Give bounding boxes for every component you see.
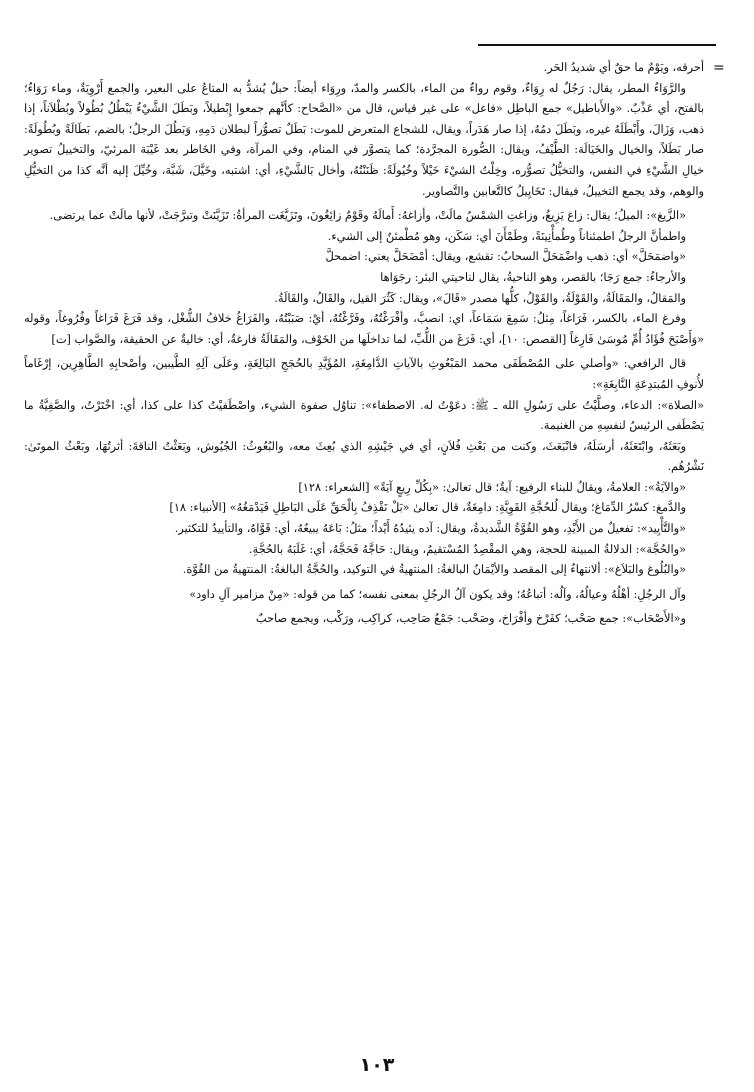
paragraph: «واضمَحَلَّ» أي: ذهب واضْمَحَلَّ السحابُ: تقشع، ويقال: أمْضَحَلَّ يعني: اضمحلَّ [325, 250, 686, 264]
paragraph: «والبُلُوغ والبَلاَغ»: ألانتهاءُ إلى المقصد والأيْمَانُ البالغةُ: المنتهيةُ في التوكيد، والحُجَّةُ البالغةُ: المنتهيةُ من القُوَّة. [182, 563, 686, 577]
paragraph: والأرجاءُ: جمع رَجَا؛ بالقصر، وهو الناحيةُ، يقال لناحيتي البئر: رجَوَاها [380, 270, 686, 284]
paragraph: أحرقه، ويَوْمٌ ما حقٌ أي شديدُ الحَر. [543, 61, 704, 74]
footnote-continuation-marker: = [713, 60, 725, 76]
paragraph: «الصلاة»: الدعاء، وصلَّيْتُ على رَسُولِ الله ـ ﷺ: دعَوْتُ له. الاصطفاء»: تناوُل صفوة الشيء، واصْطَفيْتُ كذا على كذا، أي: اخْتَرْتُ، والصَّفِيَّةُ ما يَصْطَفى الرئيسُ لنفسِهِ من الغنيمة. [24, 398, 704, 433]
paragraph: قال الرافعي: «وأصلي على المُصْطَفَى محمد المَبْعُوثِ بالآياتِ الدَّامِغَةِ، المُؤَيَّدِ بالحُجَجِ البَالِغَةِ، وعَلَى آلِهِ الطَّيبين، وأصْحابِهِ الطَّاهِرِين، إرْغَاماً لأُنوفِ المُبتدِعَةِ النَّابِغَةِ»: [24, 357, 704, 391]
page-number: ١٠٣ [359, 1054, 395, 1076]
paragraph: وآل الرجُلِ: أهْلُهُ وعيالُهُ، وآلُه: أتباعُهُ؛ وقد يكون آلُ الرجُلِ بمعنى نفسه؛ كما من قوله: «مِنْ مزامير آلِ داود» [189, 587, 686, 601]
paragraph: والمَقالُ، والمَقَالَةُ، والقَوْلَةُ، والقَوْلُ، كلُّها مصدر «قَالَ»، ويقال: كَثُرَ القيل، والقَالُ، والقَالَةُ. [274, 291, 686, 305]
footnote-separator-rule [478, 44, 716, 46]
paragraph: «الزَّيغ»: الميلُ؛ يقال: زاغ يَزِيغُ، وزاغتِ الشمْسُ مالَتْ، وأزاغهُ: أَمالَهُ وقَوْمٌ زائِغُونَ، وتَزَيَّغَت المرأةُ: تَزَيَّنَتْ وتبرَّجَتْ، لأنها مالَتْ عما يرتضى. [49, 209, 686, 223]
paragraph: «والآيَةُ»: العلامةُ، ويقالُ للبناء الرفيع: آيةٌ؛ قال تعالىٰ: «بِكُلِّ رِيعٍ آيَةً» [الشعراء: ١٢٨] [298, 480, 686, 494]
paragraph: والرَّوَاءُ المطر، يقال: رَجُلٌ له رِوَاءٌ، وقوم رواءٌ من الماء، بالكسر والمدّ، ورِوَاء أيضاً: حبلٌ يُشدُّ به المتاعُ على البعير، والجمع أَرْوِيَةٌ، وماء رَوَاءٌ؛ بالفتح، أي عَذْبٌ. «والأَباطيل» جمع الباطِل «فاعل» على غير قياس، قال من «الصَّحاح: كأنَّهم جمعوا إِبْطيلاً، وبَطَلَ الشَّيْءُ يَبْطُلُ بُطُولاً وبُطْلاَناً، إذا ذهب، وَزَالَ، وأَبْطَلَهُ غيره، وبَطَلَ دمُهُ، إذا صار هَدَراً، ويقال، للشجاع المتعرض للموت: بَطَلٌ تصوُّراً لبطلان دَمِهِ، وَبَطُلَ الرجلُ؛ بالضم، بَطَالَةً وبُطُولَةً: صار بَطَلاً، والخيال والخَيَالَة: الطَّيْفُ، ويقال: الصُّورة المجرَّدة؛ كما يتصوَّر في المنام، وفي المرآة، وفي الخَاطر بعد غَيْبَة المرئيّ، والتخييلُ تصوير خيالِ الشَّيْءِ في النفس، والتخيُّلُ تصوُّره، وخِلْتُ الشيْءَ خَيْلاً وخُيُولَةً: ظَنَنْتُهُ، وأخال بَالشَّيْءِ، أي: اشتبه، وخَيَّلَ، شَبَّهَ، وخُيِّلَ إليه أنَّه كذا من التخيُّلِ والوهم، وقد يجمع التخييلُ، فيقال: تَخَايِيلُ كالتَّعابين والتَّصاوير. [24, 81, 704, 198]
footnote-text-block [24, 58, 704, 630]
paragraph: و«الأَصْحَاب»: جمع صَحْب؛ كفَرْخ وأفْرَاخ، وصَحْب: جَمْعُ صَاحِب، كراكِب، ورَكْب، ويجمع صاحبٌ [255, 612, 686, 626]
paragraph: «والحُجَّة»: الدلالةُ المبينة للحجة، وهي المقْصِدُ المُسْتقيمُ، ويقال: حَاجَّهُ فَحَجَّهُ، أي: غَلَبَهُ بالحُجَّةِ. [248, 542, 686, 556]
paragraph: واطمأنَّ الرجلُ اطمئناناً وطُمأْنِينَةً، وطَمْأَنَ أي: سَكَن، وهو مُطْمئنٌ إلى الشيء. [327, 229, 686, 243]
paragraph: والدَّمغ: كسْرُ الدِّمَاغ؛ ويقال لُلحُجَّةِ القَوِيَّةِ: دامِغَةٌ، قال تعالىٰ «بَلْ نَقْذِفُ بِالْحَقِّ عَلَى البَاطِلِ فَيَدْمَغُهُ» [الأنبياء: ١٨] [169, 501, 686, 515]
paragraph: وبَعَثَهُ، وابْتَعَثَهُ، أرسَلَهُ، فانْبَعَثَ، وكنت من بَعْثِ فُلاَنٍ، أي في جَيْشِهِ الذي بُعِثَ معه، والبُعُوثُ: الجُيُوش، وبَعَثْتُ الناقةَ: أثرتُهَا، وبَعْثُ الموتَىٰ: نَشْرُهُم. [24, 439, 704, 474]
paragraph: وفرغ الماء، بالكسر، فَرَاغاً، مِثلُ: سَمِعَ سَمَاعاً، اي: انصبَّ، وأفْرَغْتُهُ، وفَرَّغْتُهُ، أيْ: صَبَبْتُهُ، والفَرَاغُ خلافُ الشُّغْل، وقد فَرَغَ فَرَاغاً وفُرُوغاً، وقوله «وَأَصْبَحَ فُؤَادُ أُمِّ مُوسَىٰ فَارِغاً [القصص: ١٠]، أي: فَرَغَ من اللُّبِّ، لما تداخلَها من الخَوْف، والمَقَالَةُ فارغةٌ، أي: خاليةٌ عن الحقيقة، والصَّواب [ت] [24, 312, 704, 346]
paragraph: «والتَّأْيِيد»: تفعيلٌ من الأَيْدِ، وهو القُوَّةُ الشَّديدةُ، ويقال: آده يئيدُهُ أَيْداً؛ مثلُ: بَاعَهُ يبيعُهُ، أي: قَوَّاهُ، والتأييدُ للتكثير. [174, 522, 686, 536]
